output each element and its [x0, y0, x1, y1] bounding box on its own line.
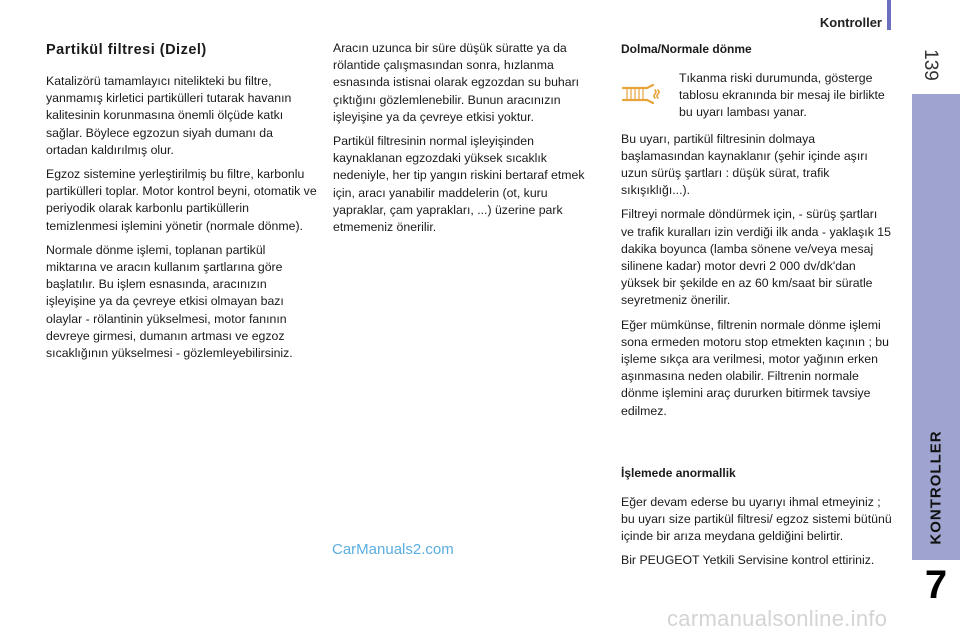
warning-lamp-description: Tıkanma riski durumunda, gösterge tablosu ekranında bir mesaj ile birlikte bu uyarı lambası yanar. — [679, 71, 885, 120]
paragraph: Filtreyi normale döndürmek için, - sürüş şartları ve trafik kuralları izin verdiği ilk anda - yaklaşık 15 dakika boyunca (lamba sönene ve/veya mesaj silinene kadar) motor devri 2 000 dv/dk'dan yüksek bir şekilde en az 60 km/saat bir süratle seyretmeniz önerilir. — [621, 207, 891, 308]
diesel-particle-filter-warning-icon — [621, 82, 661, 106]
subsection-title: Dolma/Normale dönme — [621, 42, 752, 56]
paragraph: Normale dönme işlemi, toplanan partikül miktarına ve aracın kullanım şartlarına göre başlatılır. Bu işlem esnasında, aracınızın işleyişine ya da çevreye etkisi olmayan bazı olaylar - rölantinin yükselmesi, motor fanının devreye girmesi, dumanın artması ve egzoz sıcaklığının yükselmesi - gözlemleyebilirsiniz. — [46, 242, 293, 361]
chapter-number: 7 — [924, 563, 948, 607]
chapter-tab-label-wrap — [913, 424, 959, 550]
warning-lamp-block — [621, 70, 893, 122]
paragraph: Egzoz sistemine yerleştirilmiş bu filtre, karbonlu partikülleri toplar. Motor kontrol beyni, otomatik ve periyodik olarak karbonlu partiküllerin temizlenmesi işlemini yönetir (normale dönme). — [46, 167, 317, 233]
footer-watermark: carmanualsonline.info — [667, 606, 888, 631]
paragraph: Katalizörü tamamlayıcı nitelikteki bu filtre, yanmamış kirletici partikülleri tutarak havanın kalitesinin korunmasına önemli ölçüde katkı sağlar. Böylece egzozun siyah dumanı da ortadan kaldırılmış olur. — [46, 74, 292, 157]
chapter-tab-label: KONTROLLER — [927, 429, 945, 545]
paragraph: Bu uyarı, partikül filtresinin dolmaya başlamasından kaynaklanır (şehir içinde aşırı uzun sürüş şartları : düşük sürat, trafik sıkışıklığı...). — [621, 131, 868, 198]
page-number: 139 — [920, 49, 941, 81]
column-2 — [333, 40, 601, 243]
paragraph: Aracın uzunca bir süre düşük süratte ya da rölantide çalışmasından sonra, hızlanma esnasında istisnai olarak egzozdan su buharı çıktığını gözlemlenebilir. Bunun aracınızın işleyişine ya da çevreye etkisi yoktur. — [333, 41, 580, 124]
paragraph: Partikül filtresinin normal işleyişinden kaynaklanan egzozdaki yüksek sıcaklık nedeniyle, her tip yangın riskini bertaraf etmek için, aracı yanabilir maddelerin (ot, kuru yapraklar, çam yaprakları, ...) üzerine park etmemeniz önerilir. — [333, 134, 585, 235]
column-1 — [46, 40, 318, 369]
column-3 — [621, 40, 893, 577]
paragraph: Bir PEUGEOT Yetkili Servisine kontrol ettiriniz. — [621, 553, 875, 568]
paragraph: Eğer mümkünse, filtrenin normale dönme işlemi sona ermeden motoru stop etmekten kaçının ; bu işleme sıkça ara verilmesi, motor yağının erken aşınmasına neden olabilir. Filtrenin normale dönme işlemini araç dururken bitirmek tavsiye edilmez. — [621, 317, 889, 418]
section-title: Partikül filtresi (Dizel) — [46, 42, 207, 58]
header-title: Kontroller — [819, 15, 882, 30]
paragraph: Eğer devam ederse bu uyarıyı ihmal etmeyiniz ; bu uyarı size partikül filtresi/ egzoz sistemi bütünü içinde bir arıza meydana geldiğini belirtir. — [621, 494, 892, 544]
header-accent-bar — [887, 0, 891, 30]
site-watermark-link[interactable]: CarManuals2.com — [332, 541, 454, 558]
subsection-title: İşlemede anormallik — [621, 465, 736, 480]
